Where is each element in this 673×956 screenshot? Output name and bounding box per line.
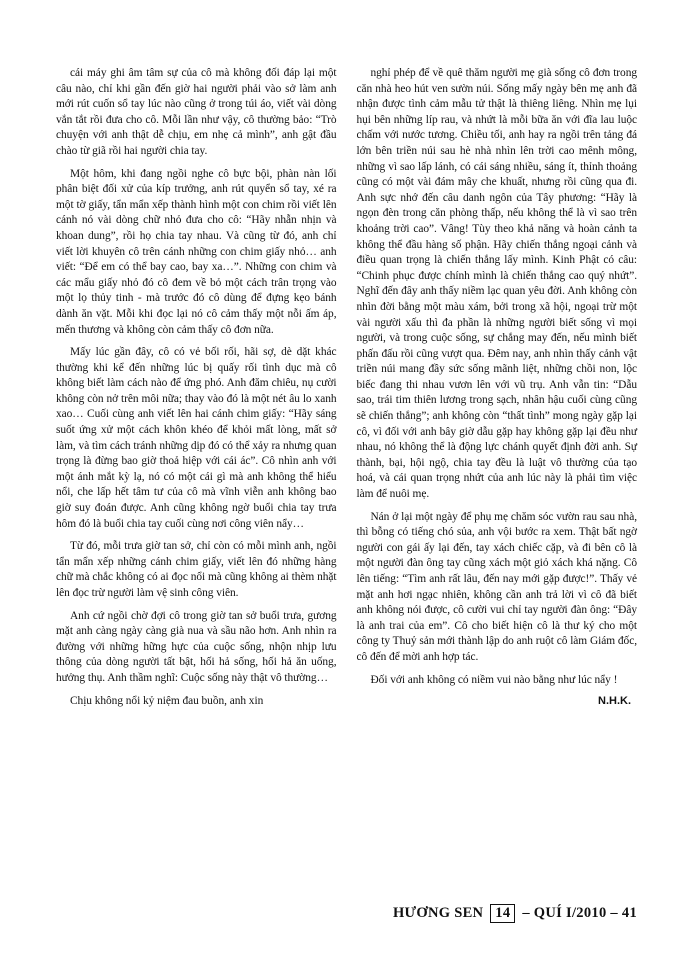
paragraph: Anh cứ ngồi chờ đợi cô trong giờ tan sở buổi trưa, gương mặt anh càng ngày càng già nua và sầu não hơn. Anh nhìn ra đường với những hững hực của cuộc sống, nhộn nhịp lưu thông của dòng người tất bật, hối hả sống, hối hả ăn uống, hưởng thụ. Anh thầm nghĩ: Cuộc sống này thật vô thường…: [56, 609, 337, 684]
paragraph: Một hôm, khi đang ngồi nghe cô bực bội, phàn nàn lối phân biệt đối xử của kíp trưởng, anh rút quyển sổ tay, xé ra một tờ giấy, tẩn mẩn xếp thành hình một con chim rồi viết lên cánh nó vài dòng chữ nhỏ đưa cho cô: “Hãy nhẫn nhịn và khoan dung”, rồi họ chia tay nhau. Và cũng từ đó, anh chỉ viết lời khuyên cô trên cánh những con chim giấy nhỏ… anh viết: “Để em có thể bay cao, bay xa…”. Những con chim và các mẩu giấy nhỏ đó cô đem về bỏ một cách trân trọng vào một lọ thủy tinh - mà trước đó cô dùng để đựng kẹo bánh dành ăn vặt. Mỗi khi đọc lại nó cô cảm thấy một nỗi ấm áp, mến thương và không còn cảm thấy cô đơn nữa.: [56, 167, 337, 336]
paragraph: Từ đó, mỗi trưa giờ tan sở, chỉ còn có mỗi mình anh, ngồi tẩn mẩn xếp những cánh chim giấy, viết lên đó những hàng chữ mà chắc không có ai đọc nổi mà cũng không ai thèm nhặt lên đọc trừ người làm vệ sinh công viên.: [56, 540, 337, 599]
author-signature: N.H.K.: [598, 695, 631, 708]
paragraph: Mấy lúc gần đây, cô có vẻ bối rối, hãi sợ, dè dặt khác thường khi kể đến những lúc bị quấy rối tình dục mà cô không biết làm cách nào để ứng phó. Anh đăm chiêu, nụ cười không còn nở trên môi nữa; thay vào đó là một nét âu lo xanh xao… Cuối cùng anh viết lên hai cánh chim giấy: “Hãy sáng suốt ứng xử một cách khôn khéo để khỏi mất lòng, mất sở làm, và tìm cách tránh những dịp đó có thể xảy ra nhưng quan trọng là đừng bao giờ thoả hiệp với cái ác”. Cô nhìn anh với một ánh mắt kỳ lạ, nó có một cái gì mà anh không thể hiểu nổi, che lấp hết tâm tư của cô mà vĩnh viễn anh không bao giờ suy đoán được. Anh cũng không ngờ buổi chia tay trưa hôm đó là buổi chia tay cuối cùng nơi công viên nẩy…: [56, 346, 337, 530]
left-column: [56, 66, 337, 716]
paragraph: Đối với anh không có niềm vui nào bằng như lúc nẩy !: [370, 673, 618, 686]
magazine-name: HƯƠNG SEN: [392, 905, 484, 921]
paragraph: nghỉ phép để về quê thăm người mẹ già sống cô đơn trong căn nhà heo hút ven sườn núi. Sống mấy ngày bên mẹ anh đã nhận được tình cảm mẫu tử thật là thiêng liêng. Nhìn mẹ lụi hụi bên những líp rau, và nhứt là mỗi bữa ăn với đĩa lau luộc chấm với nước tương. Chiều tối, anh hay ra ngồi trên tảng đá lớn bên triền núi sau hè nhà nhìn lên trời cao mênh mông, những vì sao lấp lánh, có cái sáng nhiều, sáng ít, thỉnh thoảng cũng có một vài đám mây che khuất, nhưng rồi cũng qua đi. Anh sực nhớ đến câu danh ngôn của Tây phương: “Hãy là ngọn đèn trong căn phòng thấp, nếu không thể là vì sao trên khoảng trời cao”. Vâng! Tùy theo khả năng và hoàn cảnh ta không thể đầu hàng số phận. Hãy chiến thắng ngoại cảnh và điều quan trọng là chiến thắng lấy mình. Kinh Phật có câu: “Chinh phục được chính mình là chiến thắng cao quý nhứt”. Nghĩ đến đây anh thấy niềm lạc quan yêu đời. Anh không còn nhìn đời bằng một màu xám, bởi trong xã hội, ngoại trừ một vài người xấu thì đa phần là những người biết sống vì mọi người, và trong cuộc sống, sự chắng may đến, nếu mình biết phấn đấu rồi cũng vượt qua. Đêm nay, anh nhìn thấy cảnh vật triền núi mang đầy sức sống mãnh liệt, những chồi non, lộc biếc đang thi nhau vươn lên với vũ trụ. Anh vẫn tin: “Dẫu sao, trái tim thiên lương trong sạch, nhân hậu cuối cùng cũng sẽ chiến thắng”; anh không còn “thất tình” mong ngày gặp lại cô, vì đối với anh bây giờ dẫu gặp hay không gặp lại đều như nhau, nó không thể là động lực chánh quyết định đời anh. Sự thành, bại, hội ngộ, chia tay đều là luật vô thường của tạo hoá, và cái quan trọng nhứt của anh lúc này là phải tìm việc làm để nuôi mẹ.: [356, 67, 637, 501]
paragraph: Chịu không nổi kỷ niệm đau buồn, anh xin: [70, 694, 264, 707]
issue-and-page: – QUÍ I/2010 – 41: [522, 905, 637, 921]
page-footer: [56, 904, 637, 923]
right-column: [357, 66, 638, 716]
article-body: [56, 66, 637, 716]
issue-number-box: 14: [490, 904, 515, 923]
paragraph: cái máy ghi âm tâm sự của cô mà không đối đáp lại một câu nào, chỉ khi gần đến giờ hai người phải vào sở làm anh mới rút cuốn sổ tay lúc nào cũng ở trong túi áo, viết vài dòng vắn tắt rồi đưa cho cô. Mỗi lần như vậy, cô thường bảo: “Trò chuyện với anh thật dễ chịu, em nhẹ cả mình”, anh gật đầu chào từ giã rồi hai người chia tay.: [56, 67, 337, 157]
paragraph: Nán ở lại một ngày để phụ mẹ chăm sóc vườn rau sau nhà, thì bỗng có tiếng chó sủa, anh vội bước ra xem. Thật bất ngờ người con gái ấy lại đến, tay xách chiếc cặp, và đi bên cô là một người đàn ông tay cũng xách một giỏ xách khá nặng. Cô lên tiếng: “Tìm anh rất lâu, đến nay mới gặp được!”. Thấy vẻ mặt anh hơi ngạc nhiên, không cần anh trả lời vì cô đã biết anh không nói được, cô cười vui chỉ tay người đàn ông: “Đây là anh trai của em”. Cô cho biết hiện cô là thư ký cho một công ty Thuỷ sản mới thành lập do anh ruột cô làm Giám đốc, cô đến để mời anh hợp tác.: [356, 510, 637, 663]
